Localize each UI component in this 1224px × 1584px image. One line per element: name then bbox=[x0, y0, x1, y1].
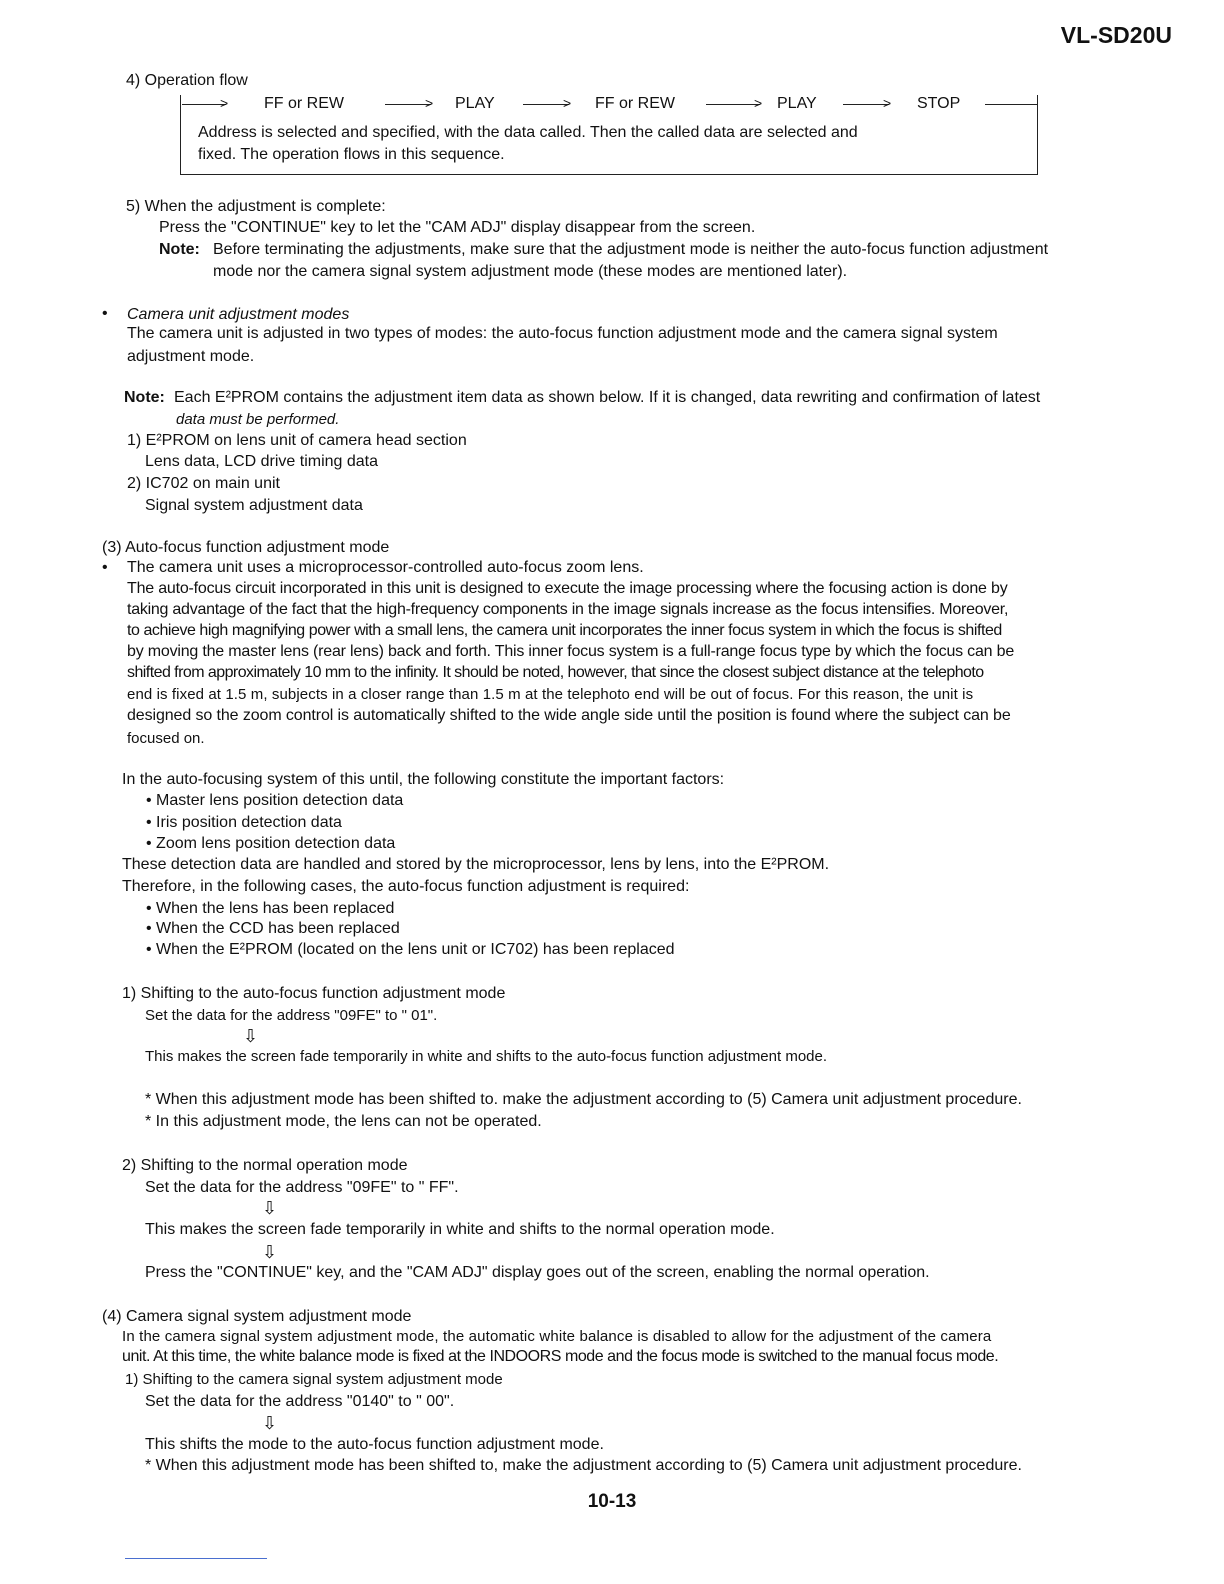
down-arrow-icon: ⇩ bbox=[262, 1198, 278, 1218]
camera-signal-line-1: In the camera signal system adjustment mode, the automatic white balance is disabled to allow for the adjustment of the camera bbox=[122, 1328, 992, 1345]
autofocus-para-line-6: end is fixed at 1.5 m, subjects in a closer range than 1.5 m at the telephoto end will be out of focus. For this reason, the unit is bbox=[127, 686, 974, 703]
down-arrow-icon: ⇩ bbox=[262, 1242, 278, 1262]
eeprom-item-1: 1) E²PROM on lens unit of camera head section bbox=[127, 432, 467, 449]
eeprom-item-2-sub: Signal system adjustment data bbox=[145, 497, 363, 514]
shift2-heading: 2) Shifting to the normal operation mode bbox=[122, 1157, 408, 1174]
camera-modes-note-line-1: Each E²PROM contains the adjustment item data as shown below. If it is changed, data rewriting and confirmation of latest bbox=[174, 389, 1041, 406]
flow-box-line-2: fixed. The operation flows in this sequence. bbox=[198, 146, 505, 163]
camera-signal-shift-heading: 1) Shifting to the camera signal system adjustment mode bbox=[125, 1371, 503, 1388]
flow-arrow-icon: > bbox=[883, 95, 892, 111]
case-item: • When the E²PROM (located on the lens unit or IC702) has been replaced bbox=[146, 941, 675, 958]
bullet: • bbox=[102, 305, 108, 322]
flow-arrow-icon: > bbox=[754, 95, 763, 111]
operation-flow-heading: 4) Operation flow bbox=[126, 72, 248, 89]
camera-modes-note-label: Note: bbox=[124, 389, 165, 406]
flow-return-line bbox=[985, 104, 1037, 105]
shift1-note-2: * In this adjustment mode, the lens can not be operated. bbox=[145, 1113, 542, 1130]
camera-signal-result-line: This shifts the mode to the auto-focus function adjustment mode. bbox=[145, 1436, 604, 1453]
autofocus-para-line-4: by moving the master lens (rear lens) back and forth. This inner focus system is a full-range focus type by which the focus can be bbox=[127, 643, 1015, 660]
autofocus-para-line-1: The auto-focus circuit incorporated in this unit is designed to execute the image processing where the focusing action is done by bbox=[127, 580, 1008, 597]
case-item: • When the CCD has been replaced bbox=[146, 920, 400, 937]
shift1-set-line: Set the data for the address "09FE" to " 01". bbox=[145, 1007, 438, 1024]
case-item: • When the lens has been replaced bbox=[146, 900, 395, 917]
shift1-note-1: * When this adjustment mode has been shifted to. make the adjustment according to (5) Camera unit adjustment procedure. bbox=[145, 1091, 1022, 1108]
shift1-heading: 1) Shifting to the auto-focus function adjustment mode bbox=[122, 985, 506, 1002]
flow-arrow-icon: > bbox=[220, 95, 229, 111]
factors-intro: In the auto-focusing system of this until, the following constitute the important factors: bbox=[122, 771, 725, 788]
factor-item: • Master lens position detection data bbox=[146, 792, 404, 809]
camera-signal-set-line: Set the data for the address "0140" to " 00". bbox=[145, 1393, 455, 1410]
factor-item: • Iris position detection data bbox=[146, 814, 342, 831]
page-number: 10-13 bbox=[587, 1491, 637, 1512]
autofocus-heading: (3) Auto-focus function adjustment mode bbox=[102, 539, 390, 556]
shift2-result-line: This makes the screen fade temporarily in white and shifts to the normal operation mode. bbox=[145, 1221, 775, 1238]
shift2-set-line: Set the data for the address "09FE" to " FF". bbox=[145, 1179, 459, 1196]
autofocus-line-1: The camera unit uses a microprocessor-controlled auto-focus zoom lens. bbox=[127, 559, 644, 576]
section5-note-line-1: Before terminating the adjustments, make sure that the adjustment mode is neither the auto-focus function adjustment bbox=[213, 241, 1049, 258]
shift2-continue-line: Press the "CONTINUE" key, and the "CAM ADJ" display goes out of the screen, enabling the normal operation. bbox=[145, 1264, 930, 1281]
autofocus-para-line-7: designed so the zoom control is automatically shifted to the wide angle side until the position is found where the subject can be bbox=[127, 707, 1011, 724]
camera-modes-note-line-2: data must be performed. bbox=[176, 411, 340, 428]
eeprom-item-2: 2) IC702 on main unit bbox=[127, 475, 280, 492]
section5-heading: 5) When the adjustment is complete: bbox=[126, 198, 386, 215]
section5-line-1: Press the "CONTINUE" key to let the "CAM ADJ" display disappear from the screen. bbox=[159, 219, 756, 236]
down-arrow-icon: ⇩ bbox=[243, 1026, 259, 1046]
camera-modes-line-2: adjustment mode. bbox=[127, 348, 255, 365]
flow-arrow-icon: > bbox=[563, 95, 572, 111]
camera-signal-heading: (4) Camera signal system adjustment mode bbox=[102, 1308, 412, 1325]
flow-arrow-icon: > bbox=[425, 95, 434, 111]
cases-intro: Therefore, in the following cases, the auto-focus function adjustment is required: bbox=[122, 878, 690, 895]
camera-signal-line-2: unit. At this time, the white balance mode is fixed at the INDOORS mode and the focus mode is switched to the manual focus mode. bbox=[122, 1348, 999, 1365]
autofocus-para-line-8: focused on. bbox=[127, 730, 205, 747]
footer-rule bbox=[125, 1558, 267, 1559]
factor-item: • Zoom lens position detection data bbox=[146, 835, 396, 852]
autofocus-para-line-3: to achieve high magnifying power with a small lens, the camera unit incorporates the inner focus system in which the focus is shifted bbox=[127, 622, 1002, 639]
flow-box-line-1: Address is selected and specified, with the data called. Then the called data are selected and bbox=[198, 124, 858, 141]
camera-modes-heading: Camera unit adjustment modes bbox=[127, 306, 350, 323]
bullet: • bbox=[102, 559, 108, 576]
section5-note-label: Note: bbox=[159, 241, 200, 258]
autofocus-para-line-2: taking advantage of the fact that the high-frequency components in the image signals increase as the focus intensifies. Moreover, bbox=[127, 601, 1009, 618]
camera-signal-note: * When this adjustment mode has been shifted to, make the adjustment according to (5) Camera unit adjustment procedure. bbox=[145, 1457, 1022, 1474]
flow-step-2: PLAY bbox=[455, 95, 495, 112]
flow-step-5: STOP bbox=[917, 95, 961, 112]
flow-step-1: FF or REW bbox=[264, 95, 344, 112]
autofocus-para-line-5: shifted from approximately 10 mm to the infinity. It should be noted, however, that since the closest subject distance at the telephoto bbox=[127, 664, 984, 681]
eeprom-item-1-sub: Lens data, LCD drive timing data bbox=[145, 453, 379, 470]
camera-modes-line-1: The camera unit is adjusted in two types of modes: the auto-focus function adjustment mode and the camera signal system bbox=[127, 325, 998, 342]
model-number: VL-SD20U bbox=[1060, 22, 1172, 48]
stored-line: These detection data are handled and stored by the microprocessor, lens by lens, into the E²PROM. bbox=[122, 856, 830, 873]
section5-note-line-2: mode nor the camera signal system adjustment mode (these modes are mentioned later). bbox=[213, 263, 848, 280]
down-arrow-icon: ⇩ bbox=[262, 1413, 278, 1433]
flow-arrow-line bbox=[706, 104, 760, 105]
flow-step-4: PLAY bbox=[777, 95, 817, 112]
flow-step-3: FF or REW bbox=[595, 95, 675, 112]
shift1-result-line: This makes the screen fade temporarily in white and shifts to the auto-focus function adjustment mode. bbox=[145, 1048, 828, 1065]
